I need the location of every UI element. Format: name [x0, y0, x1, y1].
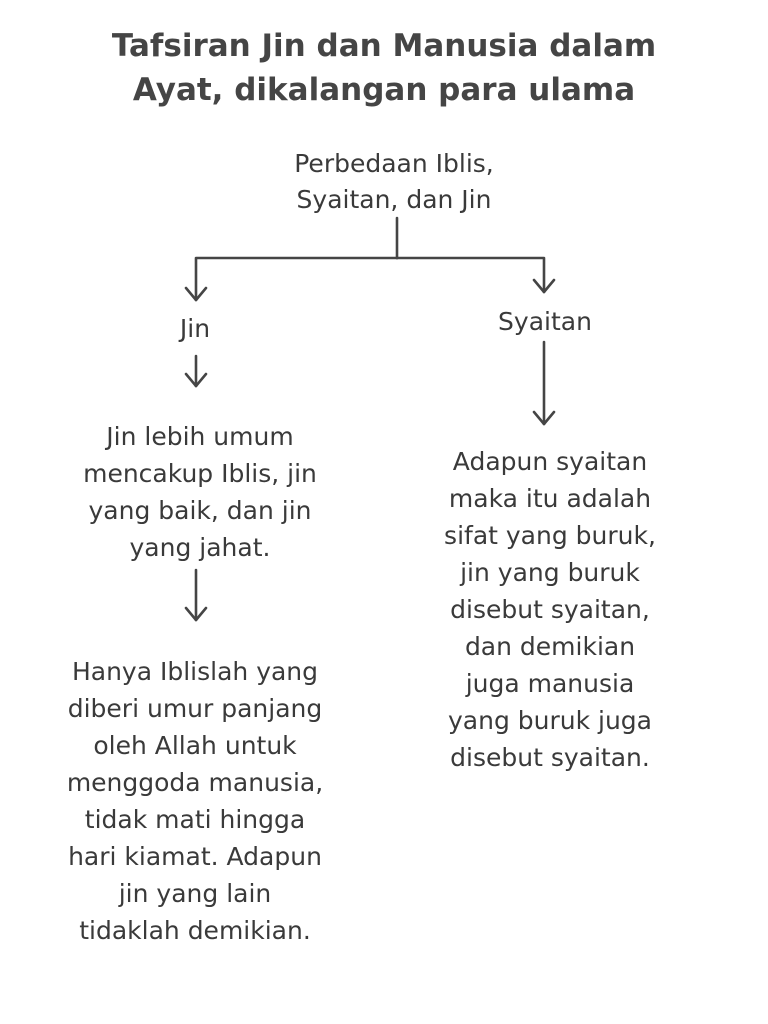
node-jin-description-line: Jin lebih umum — [106, 422, 294, 451]
node-syaitan-description — [380, 443, 720, 776]
node-syaitan-description-line: dan demikian — [464, 632, 636, 661]
node-root-line-1: Perbedaan Iblis, — [294, 149, 494, 178]
node-syaitan-description-line: maka itu adalah — [448, 484, 652, 513]
node-jin — [120, 312, 270, 346]
node-iblis-description-line: Hanya Iblislah yang — [71, 657, 319, 686]
title-line-1: Tafsiran Jin dan Manusia dalam — [111, 28, 657, 64]
edge-root-to-syaitan — [397, 258, 544, 292]
node-iblis-description-line: tidaklah demikian. — [79, 916, 311, 945]
node-root-line-2: Syaitan, dan Jin — [296, 185, 492, 214]
node-iblis-description-line: diberi umur panjang — [67, 694, 323, 723]
node-root — [234, 146, 554, 218]
node-syaitan-description-line: juga manusia — [465, 669, 635, 698]
node-syaitan-description-line: Adapun syaitan — [452, 447, 648, 476]
node-iblis-description-line: hari kiamat. Adapun — [68, 842, 322, 871]
node-iblis-description-line: jin yang lain — [118, 879, 272, 908]
node-syaitan-description-line: disebut syaitan. — [450, 743, 650, 772]
node-jin-description-line: yang baik, dan jin — [88, 496, 312, 525]
edge-root-to-jin — [196, 258, 397, 300]
node-jin-description — [30, 418, 370, 566]
node-syaitan-description-line: jin yang buruk — [460, 558, 640, 587]
node-syaitan-label: Syaitan — [498, 307, 592, 336]
node-syaitan-description-line: yang buruk juga — [447, 706, 653, 735]
node-iblis-description — [20, 653, 370, 949]
node-jin-description-line: yang jahat. — [129, 533, 271, 562]
node-iblis-description-line: tidak mati hingga — [84, 805, 306, 834]
node-iblis-description-line: oleh Allah untuk — [93, 731, 297, 760]
title-line-2: Ayat, dikalangan para ulama — [132, 72, 636, 108]
node-jin-label: Jin — [179, 314, 211, 343]
node-syaitan-description-line: disebut syaitan, — [450, 595, 650, 624]
node-syaitan — [465, 305, 625, 339]
node-jin-description-line: mencakup Iblis, jin — [83, 459, 317, 488]
node-syaitan-description-line: sifat yang buruk, — [444, 521, 656, 550]
node-iblis-description-line: menggoda manusia, — [66, 768, 324, 797]
